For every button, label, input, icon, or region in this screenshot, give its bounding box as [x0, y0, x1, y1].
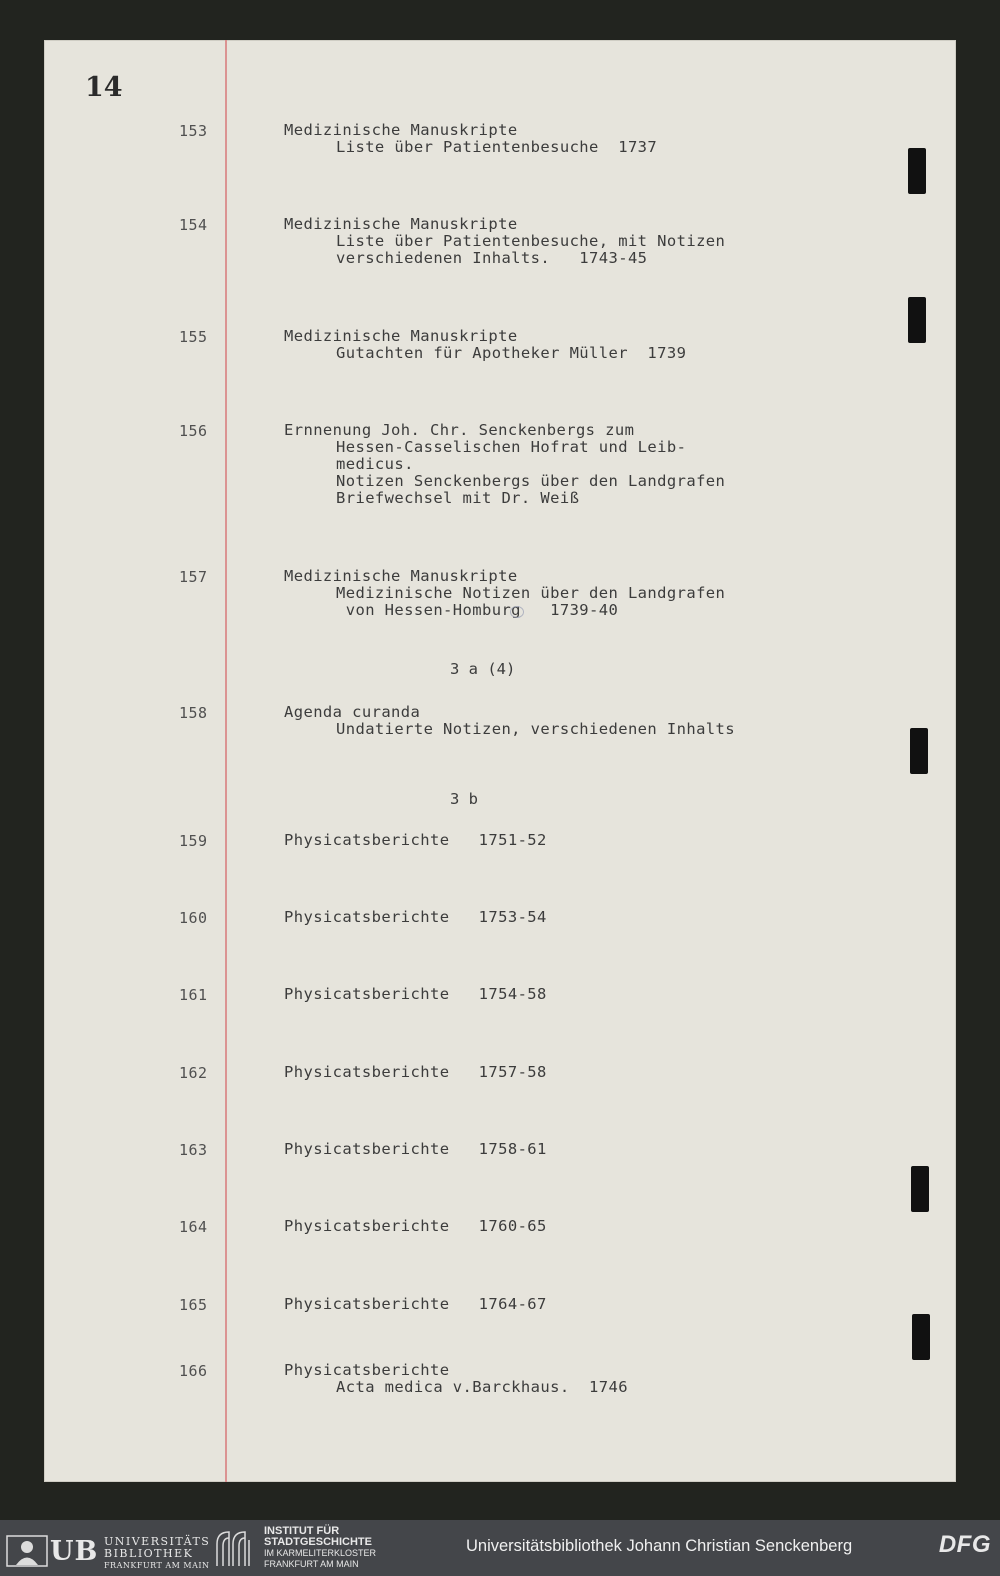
entry-title: Medizinische Manuskripte: [284, 567, 518, 585]
entry-detail: Acta medica v.Barckhaus. 1746: [336, 1378, 628, 1396]
entry-title: Physicatsberichte: [284, 1361, 450, 1379]
entry-title: Physicatsberichte 1760-65: [284, 1217, 547, 1235]
entry-number: 160: [179, 909, 208, 927]
ub-portrait-icon: [6, 1534, 50, 1568]
entry-detail: Medizinische Notizen über den Landgrafen: [336, 584, 726, 602]
institute-arch-icon: [215, 1528, 257, 1568]
entry-title: Agenda curanda: [284, 703, 421, 721]
entry-detail: Hessen-Casselischen Hofrat und Leib-: [336, 438, 687, 456]
ub-letters: UB: [50, 1536, 99, 1567]
entry-title: Medizinische Manuskripte: [284, 215, 518, 233]
entry-title: Medizinische Manuskripte: [284, 121, 518, 139]
dfg-logo: DFG: [938, 1531, 991, 1558]
entry-detail: Notizen Senckenbergs über den Landgrafen: [336, 472, 726, 490]
entry-title: Physicatsberichte 1757-58: [284, 1063, 547, 1081]
ub-line-3: FRANKFURT AM MAIN: [104, 1561, 210, 1570]
entry-number: 161: [179, 986, 208, 1004]
entry-detail: Gutachten für Apotheker Müller 1739: [336, 344, 687, 362]
entry-number: 158: [179, 704, 208, 722]
pencil-mark: [510, 606, 524, 618]
binder-tab: [908, 148, 926, 194]
binder-tab: [912, 1314, 930, 1360]
entry-number: 155: [179, 328, 208, 346]
entry-number: 153: [179, 122, 208, 140]
section-heading-3a: 3 a (4): [450, 660, 516, 678]
page-number: 14: [85, 72, 123, 103]
entry-number: 165: [179, 1296, 208, 1314]
entry-number: 164: [179, 1218, 208, 1236]
binder-tab: [910, 728, 928, 774]
entry-number: 157: [179, 568, 208, 586]
entry-title: Physicatsberichte 1758-61: [284, 1140, 547, 1158]
entry-detail: Undatierte Notizen, verschiedenen Inhalts: [336, 720, 736, 738]
ub-line-1: UNIVERSITÄTS: [104, 1535, 211, 1548]
document-page: [44, 40, 956, 1482]
entry-title: Ernnenung Joh. Chr. Senckenbergs zum: [284, 421, 635, 439]
institute-wordmark: [264, 1526, 376, 1570]
entry-number: 162: [179, 1064, 208, 1082]
entry-title: Medizinische Manuskripte: [284, 327, 518, 345]
entry-title: Physicatsberichte 1751-52: [284, 831, 547, 849]
entry-detail: Liste über Patientenbesuche 1737: [336, 138, 658, 156]
ub-wordmark: [104, 1536, 214, 1572]
entry-number: 154: [179, 216, 208, 234]
entry-number: 166: [179, 1362, 208, 1380]
ifs-line-1: INSTITUT FÜR: [264, 1525, 340, 1537]
entry-title: Physicatsberichte 1753-54: [284, 908, 547, 926]
entry-number: 159: [179, 832, 208, 850]
entry-detail: Liste über Patientenbesuche, mit Notizen: [336, 232, 726, 250]
ifs-line-2: STADTGESCHICHTE: [264, 1536, 372, 1548]
entry-detail: von Hessen-Homburg 1739-40: [336, 601, 619, 619]
entry-number: 163: [179, 1141, 208, 1159]
library-name: Universitätsbibliothek Johann Christian Senckenberg: [466, 1537, 853, 1555]
red-margin-line: [225, 40, 227, 1482]
footer-bar: [0, 1520, 1000, 1576]
entry-number: 156: [179, 422, 208, 440]
entry-title: Physicatsberichte 1754-58: [284, 985, 547, 1003]
entry-detail: medicus.: [336, 455, 414, 473]
entry-detail: Briefwechsel mit Dr. Weiß: [336, 489, 580, 507]
binder-tab: [911, 1166, 929, 1212]
binder-tab: [908, 297, 926, 343]
section-heading-3b: 3 b: [450, 790, 478, 808]
ub-line-2: BIBLIOTHEK: [104, 1547, 194, 1560]
ifs-line-3: IM KARMELITERKLOSTER: [264, 1548, 377, 1558]
ifs-line-4: FRANKFURT AM MAIN: [264, 1559, 359, 1569]
entry-detail: verschiedenen Inhalts. 1743-45: [336, 249, 648, 267]
entry-title: Physicatsberichte 1764-67: [284, 1295, 547, 1313]
